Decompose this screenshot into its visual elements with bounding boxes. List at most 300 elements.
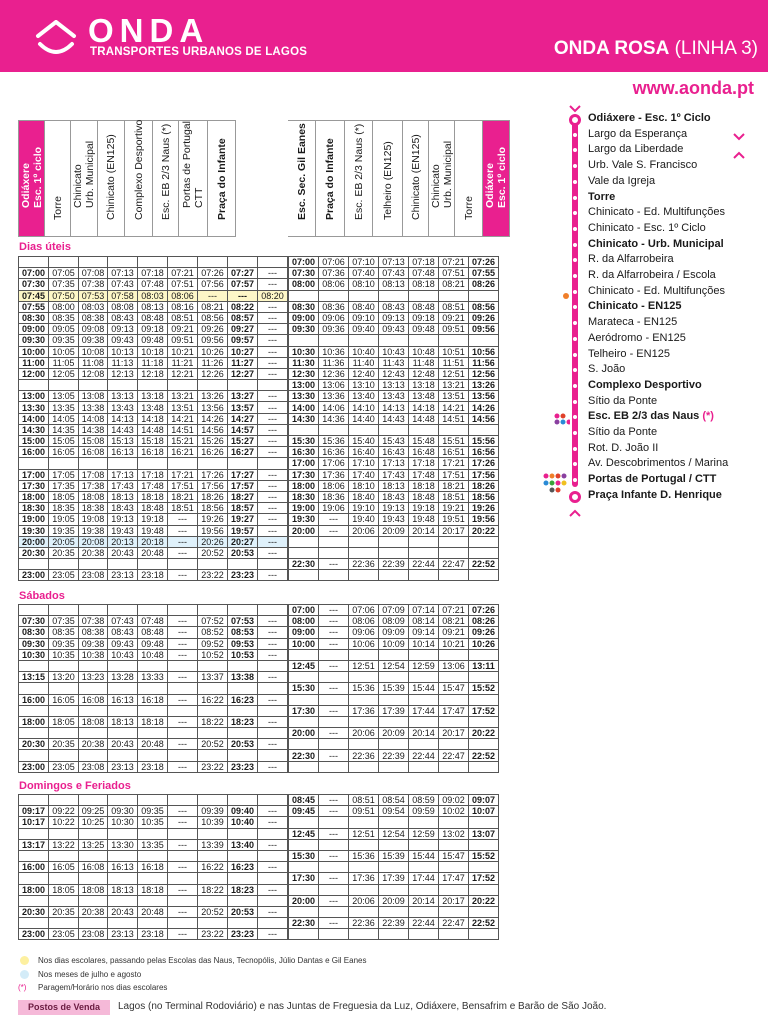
stop-marker-icon (573, 431, 577, 435)
time-cell: 13:07 (469, 828, 499, 839)
time-cell: 09:06 (319, 312, 349, 323)
table-row (289, 929, 499, 940)
column-header (208, 120, 236, 237)
time-cell: 20:38 (79, 739, 108, 750)
time-cell: --- (258, 672, 288, 683)
time-cell: 14:08 (79, 413, 108, 424)
time-cell (258, 728, 288, 739)
time-cell: 10:25 (79, 817, 108, 828)
time-cell (289, 649, 319, 660)
time-cell: 14:43 (379, 413, 409, 424)
time-cell (258, 660, 288, 671)
time-cell: 07:21 (439, 257, 469, 268)
time-cell (138, 795, 168, 806)
table-row (289, 795, 499, 806)
route-stop (588, 426, 657, 438)
time-cell (49, 705, 79, 716)
time-cell: --- (258, 817, 288, 828)
time-cell (349, 906, 379, 917)
time-cell: 14:56 (469, 413, 499, 424)
time-cell (138, 257, 168, 268)
time-cell: 20:22 (469, 728, 499, 739)
time-cell: 17:43 (108, 480, 138, 491)
time-cell (349, 694, 379, 705)
time-cell (319, 649, 349, 660)
time-cell: 16:08 (79, 862, 108, 873)
table-row (289, 817, 499, 828)
time-cell: 09:48 (138, 638, 168, 649)
route-stop (588, 128, 687, 140)
time-cell: 08:06 (319, 279, 349, 290)
time-cell (19, 895, 49, 906)
time-cell: --- (168, 839, 198, 850)
time-cell: 09:38 (79, 638, 108, 649)
time-cell: 13:35 (138, 839, 168, 850)
time-cell (409, 547, 439, 558)
time-cell: 09:26 (469, 627, 499, 638)
time-cell: 18:56 (198, 503, 228, 514)
stop-name: Chinicato - EN125 (588, 300, 682, 313)
time-cell: 18:10 (349, 480, 379, 491)
time-cell: 19:43 (108, 525, 138, 536)
time-cell: --- (319, 750, 349, 761)
time-cell: 09:05 (49, 324, 79, 335)
time-cell: 10:21 (439, 638, 469, 649)
time-cell: 13:18 (409, 380, 439, 391)
time-cell: 08:06 (168, 290, 198, 301)
table-row (19, 750, 288, 761)
time-cell: 07:38 (79, 279, 108, 290)
time-cell: 16:40 (349, 447, 379, 458)
time-cell: 11:00 (19, 357, 49, 368)
time-cell: 17:21 (439, 458, 469, 469)
time-cell (469, 929, 499, 940)
time-cell (289, 424, 319, 435)
time-cell (79, 795, 108, 806)
time-cell: 16:18 (138, 447, 168, 458)
time-cell: 17:30 (289, 873, 319, 884)
time-cell (349, 672, 379, 683)
time-cell: 18:21 (168, 491, 198, 502)
school-stop-mark: (*) (699, 410, 714, 423)
summer-swatch-icon (20, 970, 29, 979)
time-cell: 10:39 (198, 817, 228, 828)
time-cell (319, 335, 349, 346)
time-cell: 09:02 (439, 795, 469, 806)
time-cell: 18:30 (289, 491, 319, 502)
time-cell: 19:26 (198, 514, 228, 525)
time-cell: --- (258, 906, 288, 917)
time-cell: 07:00 (19, 268, 49, 279)
time-cell: 13:10 (349, 380, 379, 391)
legend-school-stop: Paragem/Horário nos dias escolares (38, 983, 168, 992)
time-cell: 09:10 (349, 312, 379, 323)
time-cell: 13:51 (168, 402, 198, 413)
table-row (289, 525, 499, 536)
time-cell: 14:27 (228, 413, 258, 424)
time-cell (19, 257, 49, 268)
time-cell: 23:23 (228, 570, 258, 581)
time-cell (439, 862, 469, 873)
time-cell (138, 380, 168, 391)
time-cell: 07:06 (349, 605, 379, 616)
time-cell: 13:26 (469, 380, 499, 391)
time-cell: 16:18 (138, 694, 168, 705)
time-cell: --- (258, 447, 288, 458)
time-cell: 20:14 (409, 895, 439, 906)
time-cell: 09:08 (79, 324, 108, 335)
time-cell: 18:48 (409, 491, 439, 502)
time-cell (469, 290, 499, 301)
time-cell (258, 380, 288, 391)
route-stop (588, 143, 683, 155)
time-cell (409, 716, 439, 727)
time-cell (289, 335, 319, 346)
time-cell (319, 862, 349, 873)
time-cell: 17:48 (409, 469, 439, 480)
time-cell: --- (319, 683, 349, 694)
table-row (19, 559, 288, 570)
time-cell: 18:05 (49, 491, 79, 502)
route-stop (588, 112, 711, 124)
table-row (289, 627, 499, 638)
table-row (289, 469, 499, 480)
time-cell: 12:51 (349, 828, 379, 839)
time-cell: 20:48 (138, 547, 168, 558)
table-row (289, 257, 499, 268)
table-row (289, 480, 499, 491)
table-row (19, 257, 288, 268)
time-cell: 08:48 (138, 312, 168, 323)
time-cell: 13:11 (469, 660, 499, 671)
time-cell: --- (168, 716, 198, 727)
time-cell: 08:26 (469, 279, 499, 290)
weekdays-outbound-table (18, 256, 288, 581)
time-cell: 18:08 (79, 716, 108, 727)
time-cell: --- (258, 268, 288, 279)
time-cell: 12:54 (379, 828, 409, 839)
time-cell (79, 705, 108, 716)
time-cell: 10:13 (108, 346, 138, 357)
time-cell: 07:48 (138, 279, 168, 290)
time-cell: 13:21 (439, 380, 469, 391)
time-cell (49, 873, 79, 884)
time-cell: --- (258, 335, 288, 346)
column-header (288, 120, 316, 237)
time-cell: 15:39 (379, 683, 409, 694)
time-cell (469, 862, 499, 873)
time-cell: 09:26 (198, 324, 228, 335)
time-cell: --- (258, 739, 288, 750)
time-cell: 12:36 (319, 368, 349, 379)
time-cell: 17:21 (168, 469, 198, 480)
time-cell: 07:52 (198, 616, 228, 627)
time-cell: 22:36 (349, 559, 379, 570)
time-cell: 20:30 (19, 547, 49, 558)
time-cell (289, 716, 319, 727)
time-cell: 10:52 (198, 649, 228, 660)
time-cell: 18:13 (379, 480, 409, 491)
time-cell (108, 458, 138, 469)
time-cell (168, 750, 198, 761)
time-cell: 17:30 (289, 469, 319, 480)
time-cell: 19:18 (138, 514, 168, 525)
time-cell: 09:36 (319, 324, 349, 335)
time-cell: 20:08 (79, 536, 108, 547)
time-cell (289, 739, 319, 750)
time-cell: 08:18 (409, 279, 439, 290)
time-cell: 11:48 (409, 357, 439, 368)
route-stop (588, 348, 670, 360)
time-cell: 08:51 (439, 301, 469, 312)
time-cell: 17:36 (319, 469, 349, 480)
time-cell (108, 660, 138, 671)
time-cell (49, 895, 79, 906)
stop-name: Odiáxere - Esc. 1º Ciclo (588, 112, 711, 124)
time-cell: --- (258, 929, 288, 940)
table-row (19, 279, 288, 290)
time-cell: 18:00 (289, 480, 319, 491)
time-cell: 17:05 (49, 469, 79, 480)
time-cell (79, 750, 108, 761)
time-cell (289, 884, 319, 895)
time-cell: --- (258, 570, 288, 581)
table-row (289, 616, 499, 627)
column-header (483, 120, 510, 237)
time-cell: 15:36 (349, 850, 379, 861)
time-cell: 10:48 (138, 649, 168, 660)
table-row (19, 312, 288, 323)
time-cell: 23:18 (138, 570, 168, 581)
time-cell (228, 895, 258, 906)
time-cell: 15:00 (19, 436, 49, 447)
time-cell: 17:18 (138, 469, 168, 480)
time-cell: 20:52 (198, 739, 228, 750)
time-cell: --- (258, 862, 288, 873)
time-cell (379, 547, 409, 558)
time-cell: 10:18 (138, 346, 168, 357)
time-cell: 14:18 (409, 402, 439, 413)
time-cell: 14:21 (168, 413, 198, 424)
time-cell: --- (319, 850, 349, 861)
table-row (289, 514, 499, 525)
time-cell: 09:22 (49, 806, 79, 817)
time-cell: 07:50 (49, 290, 79, 301)
onda-logo-icon (34, 20, 78, 56)
column-header-label: Torre (462, 196, 475, 220)
stop-name: Chinicato - Esc. 1º Ciclo (588, 221, 706, 234)
time-cell (168, 458, 198, 469)
column-header-label: Portas de Portugal CTT (181, 121, 205, 208)
time-cell: 13:48 (138, 402, 168, 413)
table-row (19, 739, 288, 750)
table-row (19, 850, 288, 861)
time-cell: 10:35 (138, 817, 168, 828)
time-cell: --- (258, 402, 288, 413)
table-row (289, 716, 499, 727)
table-row (289, 761, 499, 772)
time-cell (469, 906, 499, 917)
time-cell (19, 728, 49, 739)
time-cell: 08:45 (289, 795, 319, 806)
table-row (289, 413, 499, 424)
table-row (19, 683, 288, 694)
school-days-swatch-icon (20, 956, 29, 965)
route-stop (588, 473, 716, 485)
time-cell: 12:18 (138, 368, 168, 379)
table-row (289, 828, 499, 839)
table-row (19, 357, 288, 368)
time-cell: 14:05 (49, 413, 79, 424)
table-row (289, 839, 499, 850)
time-cell (409, 884, 439, 895)
table-row (19, 268, 288, 279)
time-cell (228, 605, 258, 616)
time-cell (138, 458, 168, 469)
time-cell: 13:02 (439, 828, 469, 839)
time-cell: 22:39 (379, 559, 409, 570)
time-cell: 07:57 (228, 279, 258, 290)
time-cell (228, 458, 258, 469)
time-cell (409, 817, 439, 828)
time-cell (349, 570, 379, 581)
table-row (289, 503, 499, 514)
time-cell (228, 660, 258, 671)
time-cell: 23:22 (198, 929, 228, 940)
time-cell: 15:44 (409, 850, 439, 861)
time-cell (469, 694, 499, 705)
time-cell: 17:48 (138, 480, 168, 491)
time-cell: 08:35 (49, 627, 79, 638)
column-header (71, 120, 98, 237)
table-row (289, 806, 499, 817)
time-cell: 13:18 (138, 391, 168, 402)
time-cell: 18:27 (228, 491, 258, 502)
time-cell: 15:39 (379, 850, 409, 861)
time-cell (198, 828, 228, 839)
time-cell: 14:51 (168, 424, 198, 435)
table-row (19, 402, 288, 413)
column-header (373, 120, 403, 237)
table-row (19, 649, 288, 660)
column-header-label: Torre (51, 196, 64, 220)
time-cell: --- (258, 627, 288, 638)
time-cell: 14:35 (49, 424, 79, 435)
line-title: ONDA ROSA (LINHA 3) (553, 38, 758, 59)
time-cell: 08:51 (168, 312, 198, 323)
time-cell: --- (258, 324, 288, 335)
time-cell (469, 547, 499, 558)
time-cell: 13:06 (439, 660, 469, 671)
time-cell: --- (168, 514, 198, 525)
time-cell: --- (168, 884, 198, 895)
table-row (19, 616, 288, 627)
time-cell: 09:26 (469, 312, 499, 323)
time-cell: 18:18 (409, 480, 439, 491)
time-cell: 16:18 (138, 862, 168, 873)
table-row (289, 391, 499, 402)
time-cell: --- (258, 424, 288, 435)
time-cell (469, 761, 499, 772)
website-link[interactable]: www.aonda.pt (632, 78, 754, 98)
time-cell: 22:52 (469, 918, 499, 929)
time-cell: --- (168, 616, 198, 627)
interchange-dots-icon (543, 473, 571, 497)
time-cell: 10:21 (168, 346, 198, 357)
time-cell: 08:00 (289, 616, 319, 627)
time-cell (258, 795, 288, 806)
time-cell: 07:58 (108, 290, 138, 301)
route-stop (588, 379, 702, 391)
time-cell: 16:23 (228, 862, 258, 873)
time-cell: 08:59 (409, 795, 439, 806)
time-cell: 08:35 (49, 312, 79, 323)
time-cell: 17:44 (409, 705, 439, 716)
time-cell (258, 828, 288, 839)
time-cell: 10:36 (319, 346, 349, 357)
legend-school-days: Nos dias escolares, passando pelas Escolas das Naus, Tecnopólis, Júlio Dantas e Gil Eanes (38, 956, 367, 965)
time-cell (108, 895, 138, 906)
time-cell: --- (258, 716, 288, 727)
time-cell: --- (258, 346, 288, 357)
time-cell: 11:51 (439, 357, 469, 368)
time-cell: 13:51 (439, 391, 469, 402)
table-row (289, 424, 499, 435)
time-cell (138, 918, 168, 929)
time-cell: 23:00 (19, 761, 49, 772)
time-cell (379, 817, 409, 828)
header-banner (0, 0, 768, 72)
time-cell: 22:47 (439, 559, 469, 570)
table-row (19, 627, 288, 638)
time-cell: 15:08 (79, 436, 108, 447)
time-cell: 13:33 (138, 672, 168, 683)
time-cell: 09:38 (79, 335, 108, 346)
time-cell: --- (168, 806, 198, 817)
time-cell: 16:08 (79, 694, 108, 705)
interchange-dots-icon (554, 413, 570, 429)
time-cell (289, 862, 319, 873)
chevron-down-icon (732, 132, 746, 142)
time-cell (439, 570, 469, 581)
time-cell (49, 750, 79, 761)
time-cell (49, 795, 79, 806)
time-cell: 16:30 (289, 447, 319, 458)
time-cell (258, 559, 288, 570)
time-cell: 17:30 (289, 705, 319, 716)
time-cell: 11:43 (379, 357, 409, 368)
time-cell: 16:21 (168, 447, 198, 458)
time-cell: 08:43 (379, 301, 409, 312)
time-cell: --- (168, 627, 198, 638)
time-cell: 17:52 (469, 705, 499, 716)
time-cell (108, 795, 138, 806)
time-cell: 08:40 (349, 301, 379, 312)
time-cell: 08:30 (289, 301, 319, 312)
time-cell: 09:30 (108, 806, 138, 817)
route-stop (588, 238, 724, 250)
time-cell (439, 335, 469, 346)
time-cell (289, 547, 319, 558)
table-row (289, 447, 499, 458)
table-row (289, 380, 499, 391)
time-cell: 10:30 (289, 346, 319, 357)
table-row (19, 503, 288, 514)
time-cell: 18:43 (379, 491, 409, 502)
time-cell (228, 559, 258, 570)
time-cell: 19:56 (469, 514, 499, 525)
time-cell (138, 850, 168, 861)
